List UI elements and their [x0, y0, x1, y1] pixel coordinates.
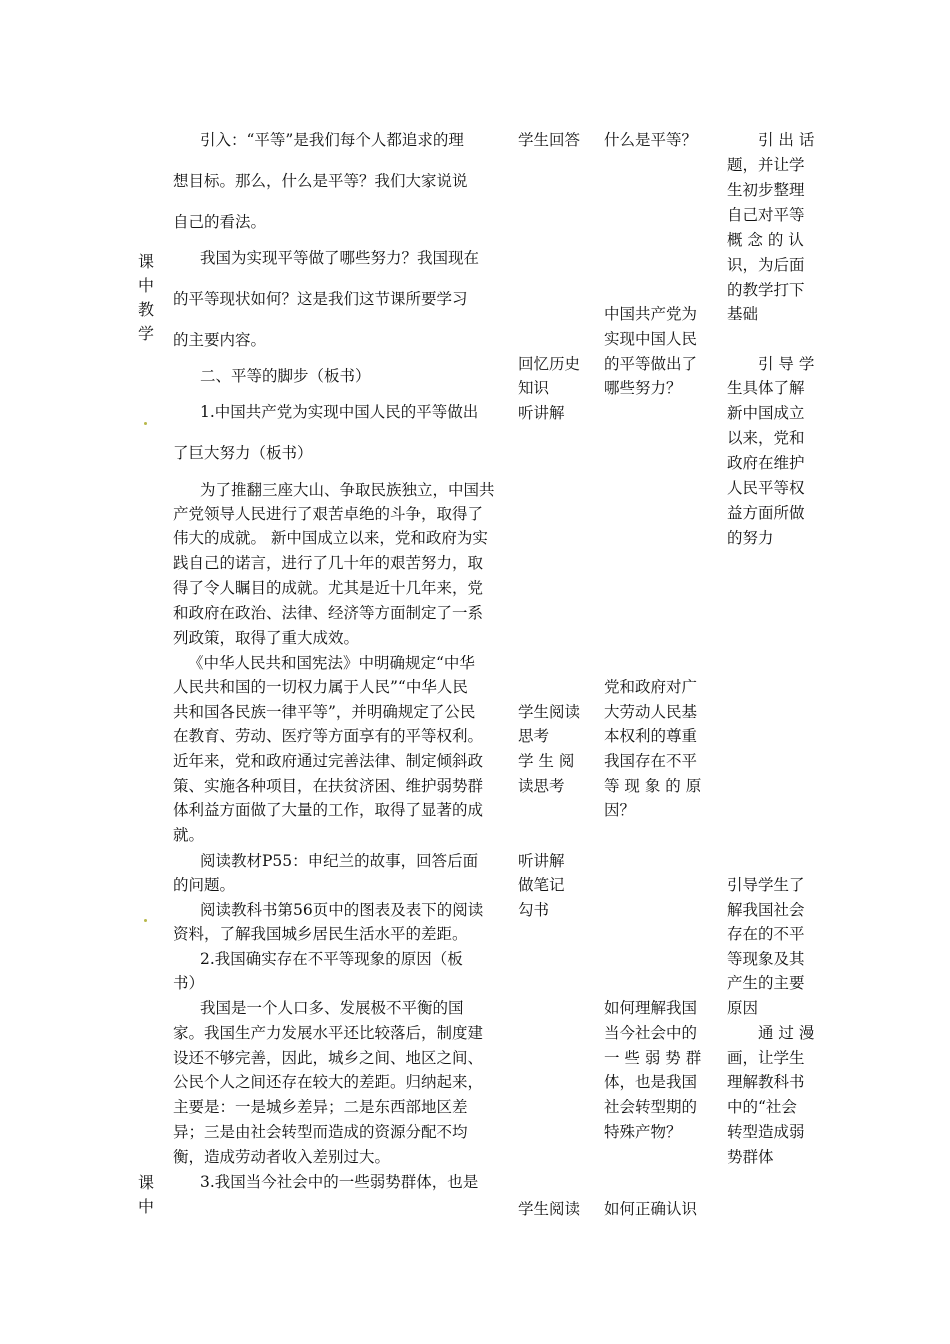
intent-line: 益方面所做: [727, 504, 805, 522]
label-char: 学: [137, 324, 154, 343]
text-line: 主要是：一是城乡差异；二是东西部地区差: [173, 1098, 468, 1116]
text-line: 想目标。那么，什么是平等？我们大家说说: [173, 172, 468, 190]
question: 我国存在不平: [604, 752, 698, 770]
text-line: 的平等现状如何？这是我们这节课所要学习: [173, 290, 468, 308]
intent-line: 势群体: [727, 1148, 774, 1166]
student-activity: 学生阅读: [518, 703, 581, 721]
question: 实现中国人民: [604, 330, 698, 348]
question: 如何理解我国: [604, 999, 698, 1017]
text-line: 体利益方面做了大量的工作，取得了显著的成: [173, 801, 484, 819]
intent-line: 引导学生了: [727, 876, 805, 894]
text-line: 设还不够完善，因此，城乡之间、地区之间、: [173, 1049, 484, 1067]
question: 特殊产物？: [604, 1123, 682, 1141]
intent-line: 理解教科书: [727, 1073, 805, 1091]
text-line: 我国是一个人口多、发展极不平衡的国: [200, 999, 464, 1017]
text-line: 资料，了解我国城乡居民生活水平的差距。: [173, 925, 468, 943]
intent-line: 转型造成弱: [727, 1123, 805, 1141]
text-line: 就。: [173, 826, 205, 844]
text-line: 产党领导人民进行了艰苦卓绝的斗争，取得了: [173, 505, 484, 523]
question: 当今社会中的: [604, 1024, 698, 1042]
question: 哪些努力？: [604, 379, 682, 397]
intent-line: 新中国成立: [727, 404, 805, 422]
student-activity: 思考: [518, 727, 550, 745]
intent-line: 识，为后面: [727, 256, 805, 274]
text-line: 自己的看法。: [173, 213, 267, 231]
text-line: 3.我国当今社会中的一些弱势群体，也是: [200, 1173, 479, 1191]
intent-line: 以来，党和: [727, 429, 805, 447]
text-line: 了巨大努力（板书）: [173, 444, 313, 462]
text-line: 策、实施各种项目，在扶贫济困、维护弱势群: [173, 777, 484, 795]
intent-line: 原因: [727, 999, 759, 1017]
student-activity: 读思考: [518, 777, 565, 795]
question: 党和政府对广: [604, 678, 698, 696]
section-heading: 二、平等的脚步（板书）: [200, 367, 371, 385]
text-line: 阅读教科书第56页中的图表及表下的阅读: [200, 901, 484, 919]
label-char: 中: [137, 1197, 154, 1216]
intent-line: 的努力: [727, 529, 774, 547]
student-activity: 学 生 阅: [518, 752, 575, 770]
text-line: 和政府在政治、法律、经济等方面制定了一系: [173, 604, 484, 622]
student-activity: 学生阅读: [518, 1200, 581, 1218]
text-line: 的问题。: [173, 876, 236, 894]
intent-line: 生具体了解: [727, 379, 805, 397]
label-char: 课: [137, 252, 154, 271]
intent-line: 人民平等权: [727, 479, 805, 497]
intent-line: 政府在维护: [727, 454, 805, 472]
label-char: 课: [137, 1173, 154, 1192]
intent-line: 自己对平等: [727, 206, 805, 224]
question: 社会转型期的: [604, 1098, 698, 1116]
text-line: 伟大的成就。 新中国成立以来，党和政府为实: [173, 529, 488, 547]
question: 等 现 象 的 原: [604, 777, 702, 795]
text-line: 的主要内容。: [173, 331, 267, 349]
text-line: 公民个人之间还存在较大的差距。归纳起来，: [173, 1073, 484, 1091]
text-line: 衡，造成劳动者收入差别过大。: [173, 1148, 391, 1166]
student-activity: 勾书: [518, 901, 550, 919]
question: 大劳动人民基: [604, 703, 698, 721]
text-line: 近年来，党和政府通过完善法律、制定倾斜政: [173, 752, 484, 770]
text-line: 1.中国共产党为实现中国人民的平等做出: [200, 403, 479, 421]
question: 本权利的尊重: [604, 727, 698, 745]
student-activity: 回忆历史: [518, 355, 581, 373]
student-activity: 听讲解: [518, 852, 565, 870]
intent-line: 题，并让学: [727, 156, 805, 174]
text-line: 家。我国生产力发展水平还比较落后，制度建: [173, 1024, 484, 1042]
intent-line: 解我国社会: [727, 901, 805, 919]
intent-line: 通 过 漫: [758, 1024, 815, 1042]
text-line: 引入：“平等”是我们每个人都追求的理: [200, 131, 464, 149]
text-line: 异；三是由社会转型而造成的资源分配不均: [173, 1123, 468, 1141]
question: 什么是平等？: [604, 131, 698, 149]
intent-line: 基础: [727, 305, 759, 323]
text-line: 我国为实现平等做了哪些努力？我国现在: [200, 249, 480, 267]
intent-line: 画，让学生: [727, 1049, 805, 1067]
student-activity: 知识: [518, 379, 550, 397]
student-activity: 听讲解: [518, 404, 565, 422]
intent-line: 等现象及其: [727, 950, 805, 968]
question: 的平等做出了: [604, 355, 698, 373]
question: 中国共产党为: [604, 305, 698, 323]
intent-line: 的教学打下: [727, 281, 805, 299]
student-activity: 学生回答: [518, 131, 581, 149]
intent-line: 引 出 话: [758, 131, 815, 149]
text-line: 人民共和国的一切权力属于人民”“中华人民: [173, 678, 468, 696]
label-char: 教: [137, 300, 154, 319]
student-activity: 做笔记: [518, 876, 565, 894]
intent-line: 引 导 学: [758, 355, 815, 373]
question: 因？: [604, 801, 636, 819]
text-line: 在教育、劳动、医疗等方面享有的平等权利。: [173, 727, 484, 745]
text-line: 书）: [173, 974, 205, 992]
text-line: 践自己的诺言，进行了几十年的艰苦努力，取: [173, 554, 484, 572]
intent-line: 存在的不平: [727, 925, 805, 943]
question: 一 些 弱 势 群: [604, 1049, 702, 1067]
speck: [144, 919, 147, 922]
question: 如何正确认识: [604, 1200, 698, 1218]
text-line: 为了推翻三座大山、争取民族独立，中国共: [200, 481, 495, 499]
intent-line: 生初步整理: [727, 181, 805, 199]
text-line: 2.我国确实存在不平等现象的原因（板: [200, 950, 463, 968]
text-line: 共和国各民族一律平等”，并明确规定了公民: [173, 703, 476, 721]
text-line: 得了令人瞩目的成就。尤其是近十几年来，党: [173, 579, 484, 597]
intent-line: 产生的主要: [727, 974, 805, 992]
intent-line: 概 念 的 认: [727, 231, 804, 249]
label-char: 中: [137, 276, 154, 295]
text-line: 《中华人民共和国宪法》中明确规定“中华: [188, 654, 475, 672]
intent-line: 中的“社会: [727, 1098, 797, 1116]
question: 体，也是我国: [604, 1073, 698, 1091]
text-line: 列政策，取得了重大成效。: [173, 629, 360, 647]
text-line: 阅读教材P55：申纪兰的故事，回答后面: [200, 852, 479, 870]
speck: [144, 422, 147, 425]
